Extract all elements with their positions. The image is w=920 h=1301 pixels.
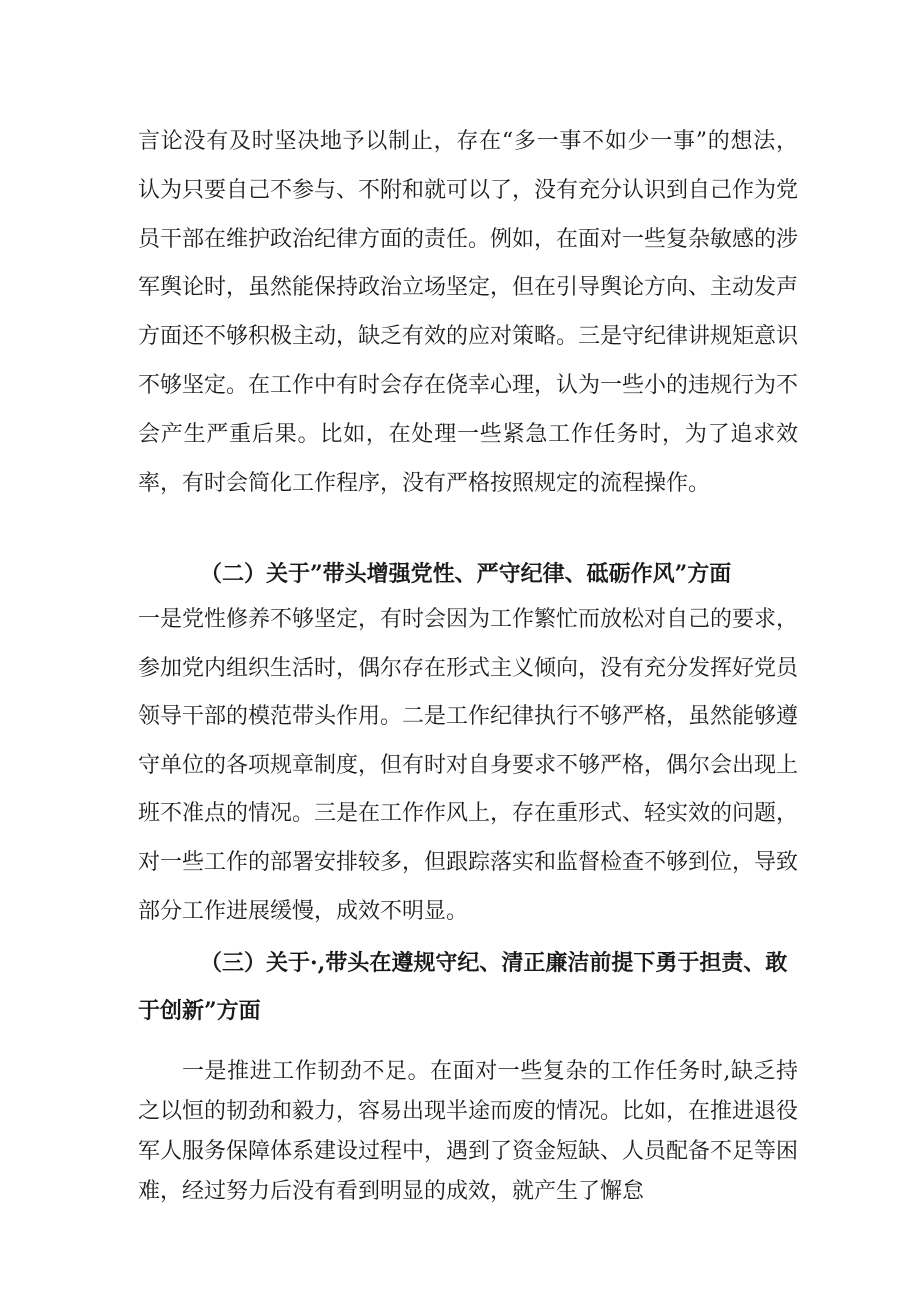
body-paragraph-3: 一是推进工作韧劲不足。在面对一些复杂的工作任务时,缺乏持之以恒的韧劲和毅力，容易出现半途而废的情况。比如，在推进退役军人服务保障体系建设过程中，遇到了资金短缺、人员配备不足等困难，经过努力后没有看到明显的成效，就产生了懈怠 (138, 1059, 799, 1204)
section-heading-3: （三）关于·,带头在遵规守纪、清正廉洁前提下勇于担责、敢于创新”方面 (138, 950, 788, 1024)
section-heading-2: （二）关于”带头增强党性、严守纪律、砥砺作风”方面 (200, 561, 732, 587)
body-paragraph-1: 言论没有及时坚决地予以制止，存在“多一事不如少一事”的想法，认为只要自己不参与、不附和就可以了，没有充分认识到自己作为党员干部在维护政治纪律方面的责任。例如，在面对一些复杂敏感的涉军舆论时，虽然能保持政治立场坚定，但在引导舆论方向、主动发声方面还不够积极主动，缺乏有效的应对策略。三是守纪律讲规矩意识不够坚定。在工作中有时会存在侥幸心理，认为一些小的违规行为不会产生严重后果。比如，在处理一些紧急工作任务时，为了追求效率，有时会简化工作程序，没有严格按照规定的流程操作。 (138, 129, 799, 496)
body-paragraph-2: 一是党性修养不够坚定，有时会因为工作繁忙而放松对自己的要求，参加党内组织生活时，偶尔存在形式主义倾向，没有充分发挥好党员领导干部的模范带头作用。二是工作纪律执行不够严格，虽然能够遵守单位的各项规章制度，但有时对自身要求不够严格，偶尔会出现上班不准点的情况。三是在工作作风上，存在重形式、轻实效的问题，对一些工作的部署安排较多，但跟踪落实和监督检查不够到位，导致部分工作进展缓慢，成效不明显。 (138, 607, 799, 924)
